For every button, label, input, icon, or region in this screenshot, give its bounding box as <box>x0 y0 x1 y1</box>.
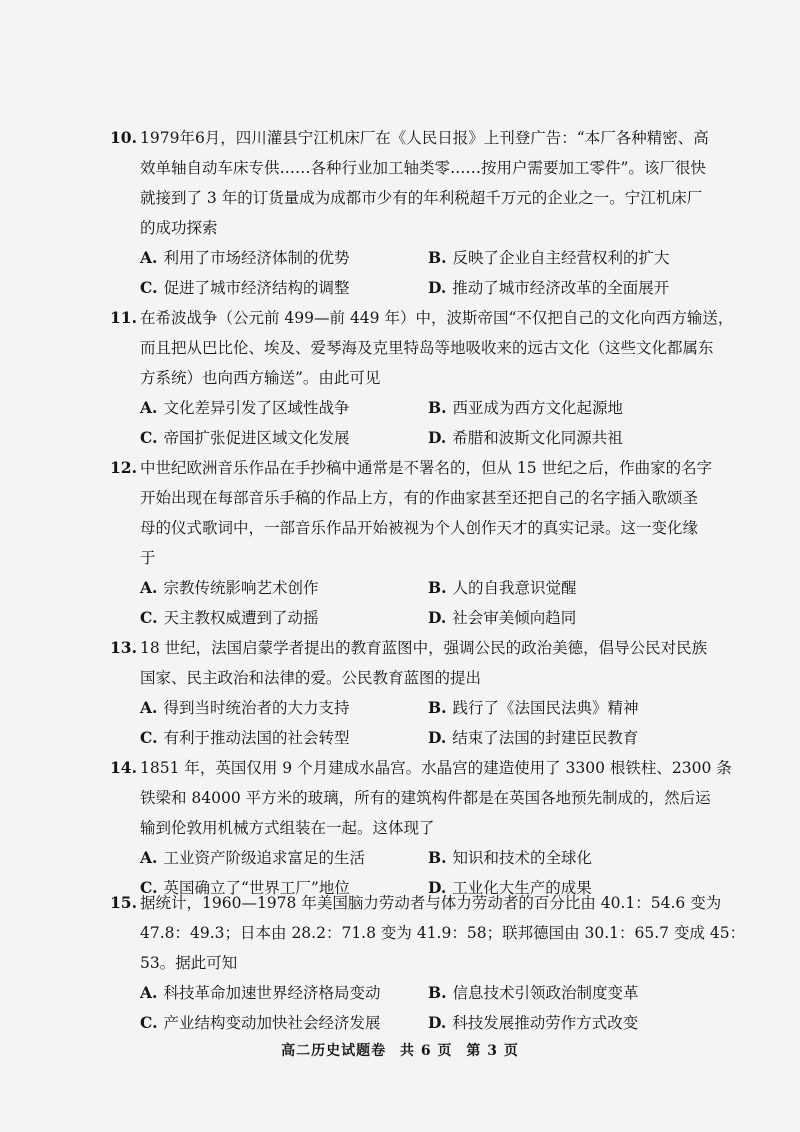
question-stem-line: 1979年6月，四川灌县宁江机床厂在《人民日报》上刊登广告：“本厂各种精密、高 <box>140 129 709 147</box>
option-c: C. 促进了城市经济结构的调整 <box>140 278 350 297</box>
option-a: A. 科技革命加速世界经济格局变动 <box>140 983 381 1002</box>
option-a: A. 利用了市场经济体制的优势 <box>140 248 350 267</box>
question-stem-line: 18 世纪，法国启蒙学者提出的教育蓝图中，强调公民的政治美德，倡导公民对民族 <box>140 639 708 657</box>
option-c: C. 天主教权威遭到了动摇 <box>140 608 319 627</box>
question-stem-line: 母的仪式歌词中，一部音乐作品开始被视为个人创作天才的真实记录。这一变化缘 <box>140 519 699 537</box>
question-number: 13. <box>110 638 137 657</box>
option-a: A. 工业资产阶级追求富足的生活 <box>140 848 365 867</box>
footer-total-pages: 共 6 页 <box>400 1043 453 1059</box>
option-b: B. 践行了《法国民法典》精神 <box>428 698 639 717</box>
question-stem-line: 而且把从巴比伦、埃及、爱琴海及克里特岛等地吸收来的远古文化（这些文化都属东 <box>140 339 714 357</box>
option-d: D. 社会审美倾向趋同 <box>428 608 577 627</box>
option-d: D. 结束了法国的封建臣民教育 <box>428 728 639 747</box>
question-number: 15. <box>110 893 137 912</box>
option-d: D. 希腊和波斯文化同源共祖 <box>428 428 623 447</box>
question-stem-line: 铁梁和 84000 平方米的玻璃，所有的建筑构件都是在英国各地预先制成的，然后运 <box>140 789 711 807</box>
option-a: A. 得到当时统治者的大力支持 <box>140 698 350 717</box>
question-stem-line: 就接到了 3 年的订货量成为成都市少有的年利税超千万元的企业之一。宁江机床厂 <box>140 189 703 207</box>
question-stem-line: 国家、民主政治和法律的爱。公民教育蓝图的提出 <box>140 669 482 687</box>
question-stem-line: 53。据此可知 <box>140 954 238 972</box>
question-15 <box>110 888 746 1038</box>
option-c: C. 产业结构变动加快社会经济发展 <box>140 1013 381 1032</box>
question-stem-line: 1851 年，英国仅用 9 个月建成水晶宫。水晶宫的建造使用了 3300 根铁柱、2300 条 <box>140 759 732 777</box>
option-d: D. 科技发展推动劳作方式改变 <box>428 1013 639 1032</box>
option-b: B. 反映了企业自主经营权利的扩大 <box>428 248 670 267</box>
option-a: A. 宗教传统影响艺术创作 <box>140 578 319 597</box>
option-d: D. 工业化大生产的成果 <box>428 878 592 897</box>
footer-title: 高二历史试题卷 <box>281 1043 387 1059</box>
option-d: D. 推动了城市经济改革的全面展开 <box>428 278 670 297</box>
question-11 <box>110 303 734 453</box>
option-c: C. 有利于推动法国的社会转型 <box>140 728 350 747</box>
question-stem-line: 方系统）也向西方输送”。由此可见 <box>140 369 381 387</box>
question-13 <box>110 633 708 753</box>
question-number: 14. <box>110 758 137 777</box>
question-stem-line: 在希波战争（公元前 499—前 449 年）中，波斯帝国“不仅把自己的文化向西方输送， <box>140 309 734 327</box>
question-number: 10. <box>110 128 137 147</box>
question-stem-line: 的成功探索 <box>140 219 218 237</box>
footer-page-number: 第 3 页 <box>466 1043 519 1059</box>
question-number: 11. <box>110 308 137 327</box>
question-stem-line: 据统计，1960—1978 年美国脑力劳动者与体力劳动者的百分比由 40.1：54.6 变为 <box>140 894 722 912</box>
question-stem-line: 开始出现在每部音乐手稿的作品上方，有的作曲家甚至还把自己的名字插入歌颂圣 <box>140 489 699 507</box>
question-stem-line: 效单轴自动车床专供……各种行业加工轴类零……按用户需要加工零件”。该厂很快 <box>140 159 706 177</box>
option-b: B. 人的自我意识觉醒 <box>428 578 577 597</box>
question-10 <box>110 123 709 303</box>
option-b: B. 信息技术引领政治制度变革 <box>428 983 639 1002</box>
question-stem-line: 输到伦敦用机械方式组装在一起。这体现了 <box>140 819 435 837</box>
option-a: A. 文化差异引发了区域性战争 <box>140 398 350 417</box>
question-number: 12. <box>110 458 137 477</box>
question-stem-line: 于 <box>140 549 156 567</box>
option-c: C. 英国确立了“世界工厂”地位 <box>140 878 350 897</box>
option-c: C. 帝国扩张促进区域文化发展 <box>140 428 350 447</box>
question-stem-line: 中世纪欧洲音乐作品在手抄稿中通常是不署名的，但从 15 世纪之后，作曲家的名字 <box>140 459 713 477</box>
question-stem-line: 47.8：49.3；日本由 28.2：71.8 变为 41.9：58；联邦德国由 30.1：65.7 变成 45： <box>140 924 746 942</box>
option-b: B. 西亚成为西方文化起源地 <box>428 398 624 417</box>
option-b: B. 知识和技术的全球化 <box>428 848 593 867</box>
page-footer <box>0 1040 800 1060</box>
question-12 <box>110 453 713 633</box>
